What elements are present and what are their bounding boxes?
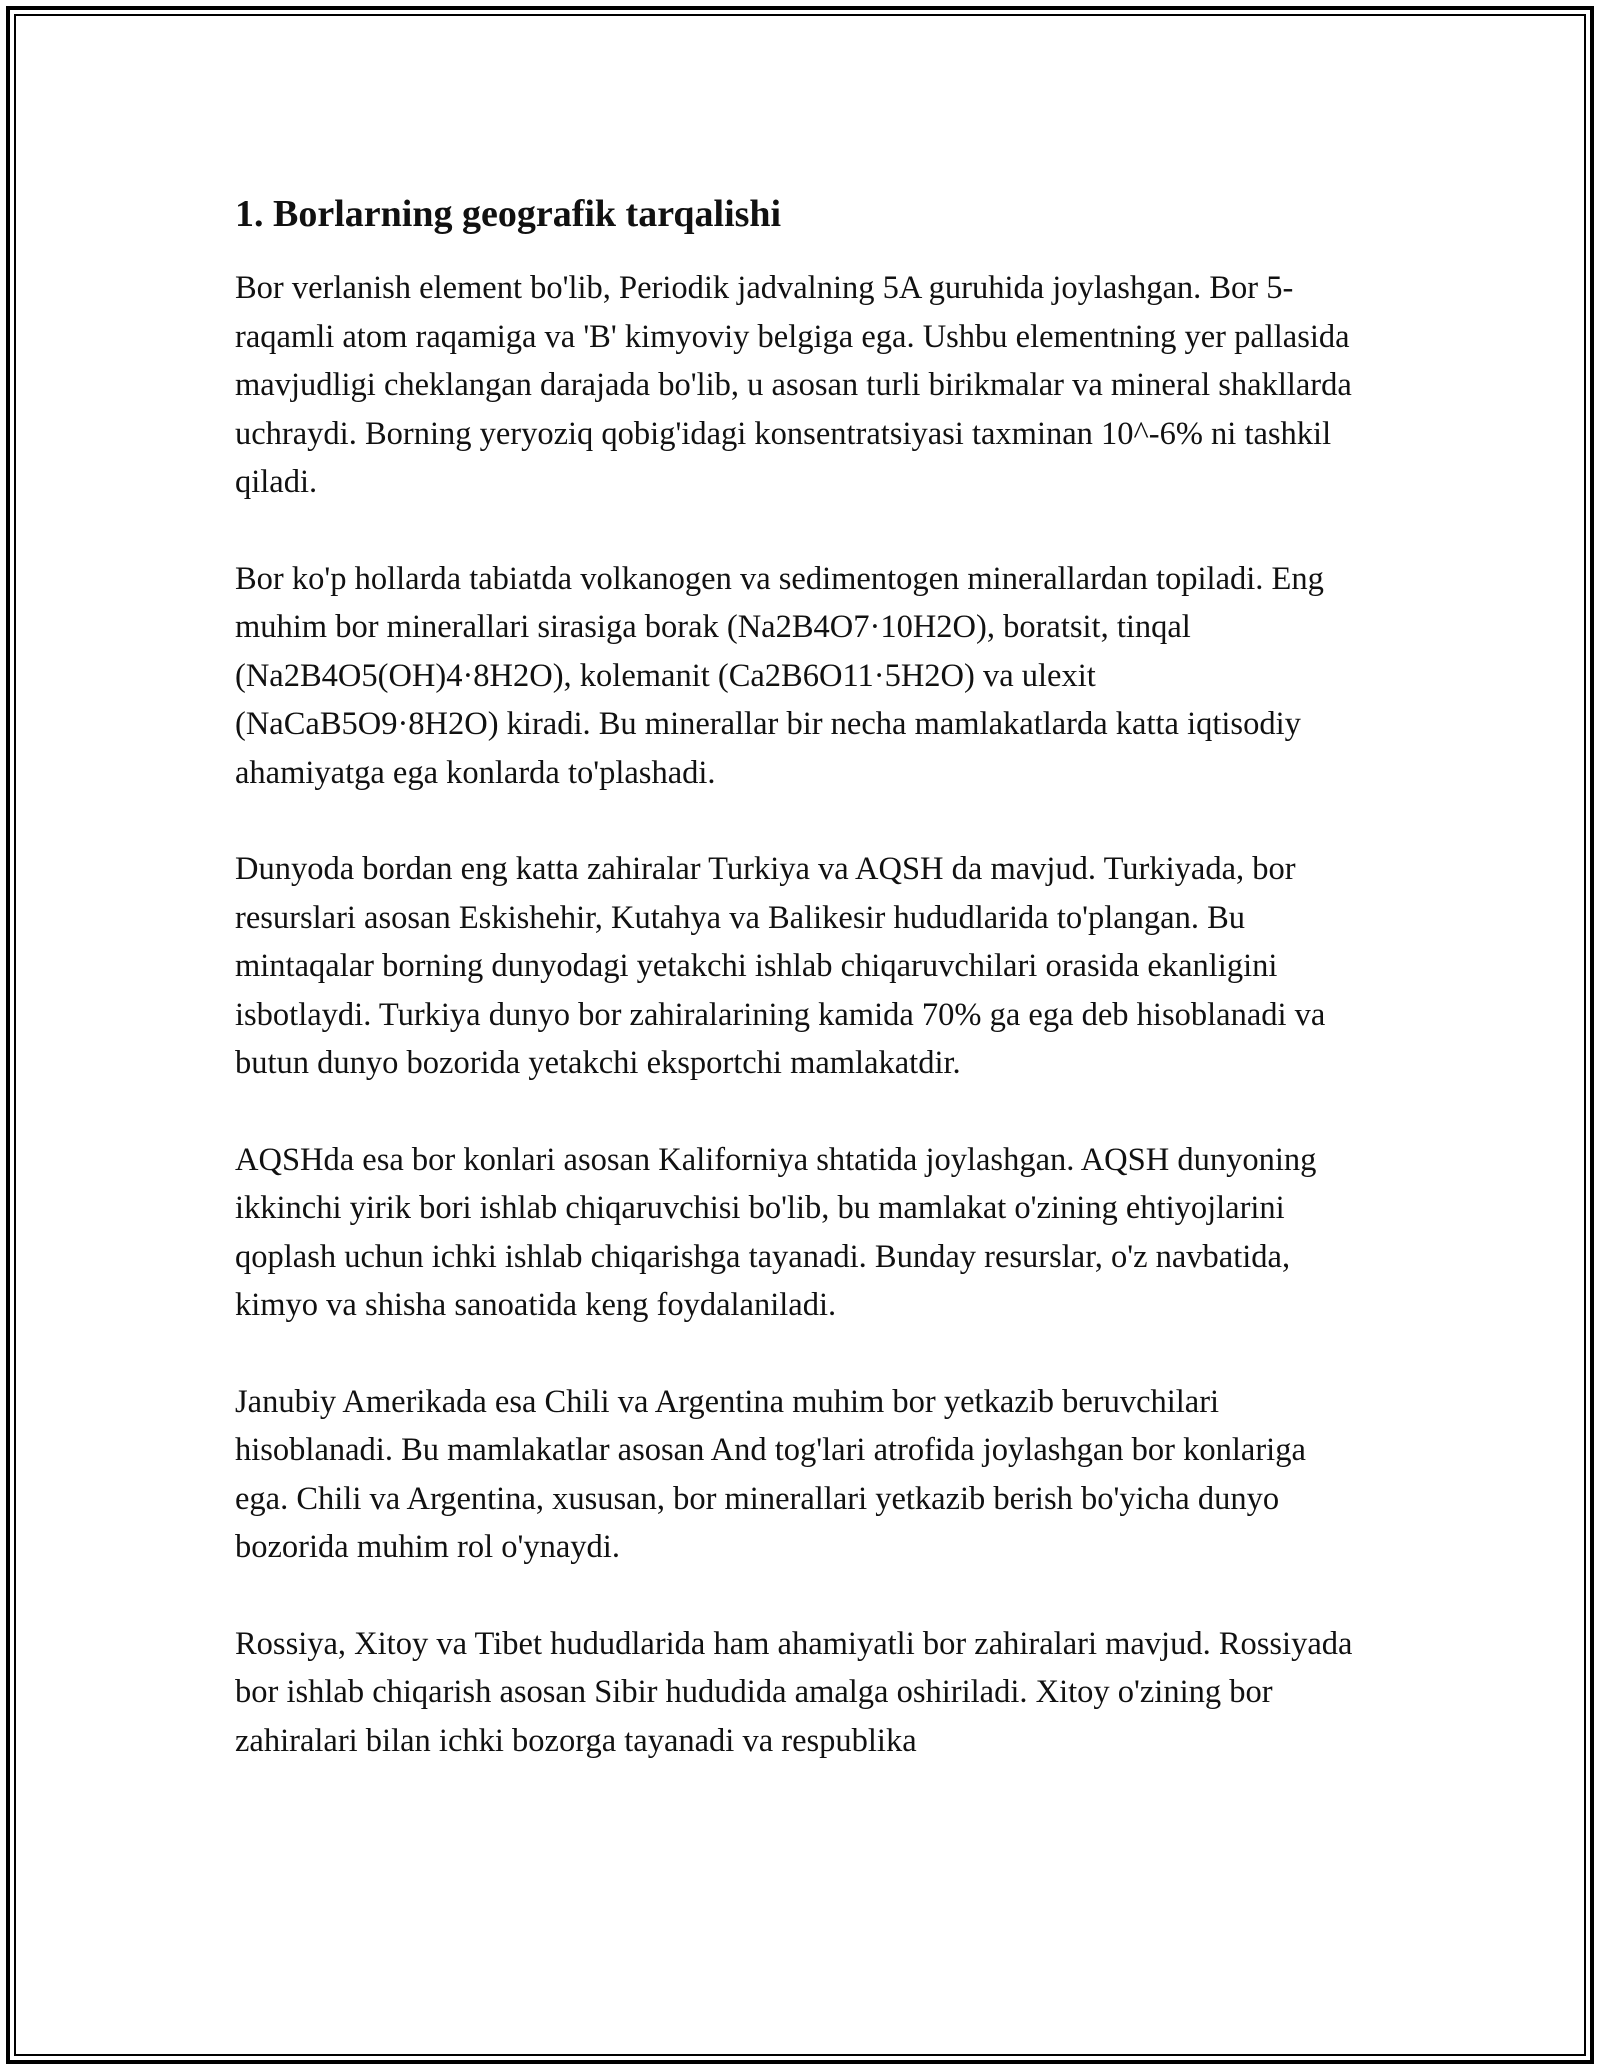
paragraph-minerals: Bor ko'p hollarda tabiatda volkanogen va sedimentogen minerallardan topiladi. Eng muhim bor minerallari sirasiga borak (Na2B4O7·10H2O), boratsit, tinqal (Na2B4O5(OH)4·8H2O), kolemanit (Ca2B6O11·5H2O) va ulexit (NaCaB5O9·8H2O) kiradi. Bu minerallar bir necha mamlakatlarda katta iqtisodiy ahamiyatga ega konlarda to'plashadi.: [235, 560, 1324, 791]
paragraph-turkey: Dunyoda bordan eng katta zahiralar Turkiya va AQSH da mavjud. Turkiyada, bor resurslari asosan Eskishehir, Kutahya va Balikesir hududlarida to'plangan. Bu mintaqalar borning dunyodagi yetakchi ishlab chiqaruvchilari orasida ekanligini isbotlaydi. Turkiya dunyo bor zahiralarining kamida 70% ga ega deb hisoblanadi va butun dunyo bozorida yetakchi eksportchi mamlakatdir.: [235, 851, 1326, 1081]
document-body: [235, 188, 1365, 1765]
paragraph-south-america: Janubiy Amerikada esa Chili va Argentina muhim bor yetkazib beruvchilari hisoblanadi. Bu mamlakatlar asosan And tog'lari atrofida joylashgan bor konlariga ega. Chili va Argentina, xususan, bor minerallari yetkazib berish bo'yicha dunyo bozorida muhim rol o'ynaydi.: [235, 1383, 1306, 1565]
paragraph-definition: Bor verlanish element bo'lib, Periodik jadvalning 5A guruhida joylashgan. Bor 5-raqamli atom raqamiga va 'B' kimyoviy belgiga ega. Ushbu elementning yer pallasida mavjudligi cheklangan darajada bo'lib, u asosan turli birikmalar va mineral shakllarda uchraydi. Borning yeryoziq qobig'idagi konsentratsiyasi taxminan 10^-6% ni tashkil qiladi.: [235, 270, 1352, 500]
paragraph-russia-china: Rossiya, Xitoy va Tibet hududlarida ham ahamiyatli bor zahiralari mavjud. Rossiyada bor ishlab chiqarish asosan Sibir hududida amalga oshiriladi. Xitoy o'zining bor zahiralari bilan ichki bozorga tayanadi va respublika: [235, 1625, 1353, 1759]
section-heading: 1. Borlarning geografik tarqalishi: [235, 193, 782, 235]
paragraph-usa: AQSHda esa bor konlari asosan Kaliforniya shtatida joylashgan. AQSH dunyoning ikkinchi yirik bori ishlab chiqaruvchisi bo'lib, bu mamlakat o'zining ehtiyojlarini qoplash uchun ichki ishlab chiqarishga tayanadi. Bunday resurslar, o'z navbatida, kimyo va shisha sanoatida keng foydalaniladi.: [235, 1141, 1317, 1323]
